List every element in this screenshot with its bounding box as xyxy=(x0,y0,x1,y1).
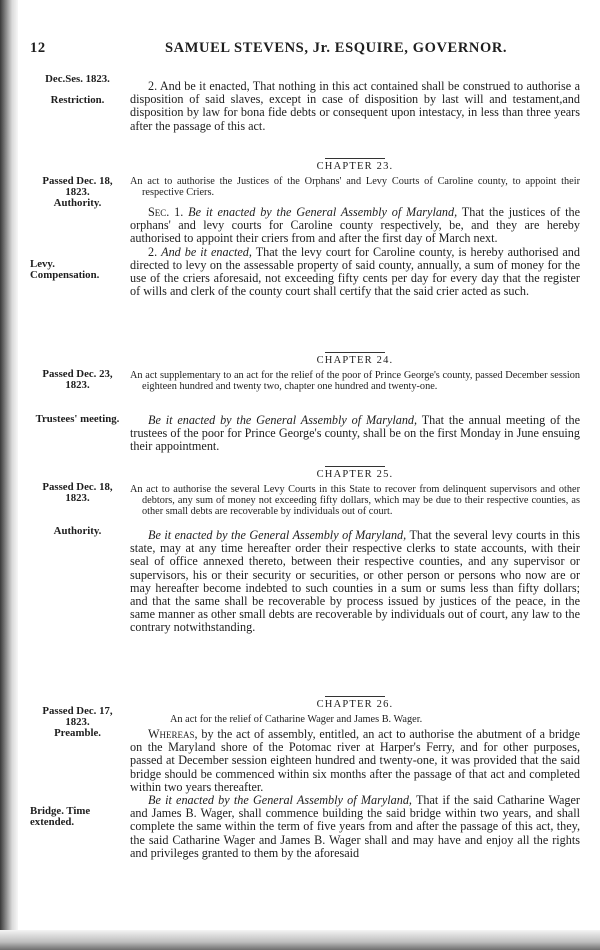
running-title: SAMUEL STEVENS, Jr. ESQUIRE, GOVERNOR. xyxy=(165,40,508,56)
chapter-23-heading xyxy=(130,158,580,172)
ch23-levy: Levy. Compensation. xyxy=(30,258,100,281)
ch23-sec2-enact: And be it enacted, xyxy=(161,244,252,259)
ch26-summary-block xyxy=(130,714,580,725)
ch24-body xyxy=(130,414,580,454)
ch24-passed: Passed Dec. 23, 1823. xyxy=(42,368,113,391)
ch26-enact: Be it enacted by the General Assembly of Maryland, xyxy=(148,793,412,808)
ch23-sec2-label: 2. xyxy=(148,244,158,259)
chapter-rule xyxy=(325,158,385,159)
scan-edge-left xyxy=(0,0,18,950)
chapter-23-title: CHAPTER 23. xyxy=(316,161,394,172)
ch24-para xyxy=(130,414,580,454)
chapter-rule xyxy=(325,466,385,467)
ch25-summary-block xyxy=(130,484,580,517)
margin-restriction: Restriction. xyxy=(50,94,105,106)
ch23-sec1-text: That the justices of the orphans' and levy courts for Caroline county respectively, be, and they are hereby authorised to appoint their criers from and after the first day of March next. xyxy=(130,205,580,246)
section-2-text: 2. And be it enacted, That nothing in this act contained shall be construed to authorise a disposition of said slaves, except in case of disposition by last will and testament,and disposition by law for bona fide debts or consequent upon intestacy, in less than three years after the passage of this act. xyxy=(130,79,580,133)
ch26-preamble: Preamble. xyxy=(54,727,101,739)
ch24-enact: Be it enacted by the General Assembly of Maryland, xyxy=(148,413,418,427)
ch24-text: That the annual meeting of the trustees of the poor for Prince George's county, shall be on the first Monday in June ensuing their appointment. xyxy=(130,413,580,454)
document-page xyxy=(30,34,585,924)
ch23-authority: Authority. xyxy=(53,197,102,209)
ch26-summary: An act for the relief of Catharine Wager and James B. Wager. xyxy=(170,714,423,725)
ch25-summary: An act to authorise the several Levy Courts in this State to recover from delinquent supervisors and other debtors, any sum of money not exceeding fifty dollars, which may be due to their respective counties, as other small debts are recoverable by individuals out of court. xyxy=(130,484,580,517)
margin-notes-ch25 xyxy=(30,482,125,504)
ch23-sec2-text: That the levy court for Caroline county, is hereby authorised and directed to levy on the assessable property of said county, annually, a sum of money for the use of the criers aforesaid, not exceeding fifty cents per day for every day that the register of wills and clerk of the county court shall certify that the said crier acted as such. xyxy=(130,244,580,299)
chapter-24-title: CHAPTER 24. xyxy=(316,355,394,366)
ch23-sec1 xyxy=(130,206,580,246)
ch23-summary: An act to authorise the Justices of the Orphans' and Levy Courts of Caroline county, to appoint their respective Criers. xyxy=(130,176,580,198)
ch26-whereas: Whereas, xyxy=(148,727,198,741)
ch25-enact: Be it enacted by the General Assembly of Maryland, xyxy=(148,528,407,542)
margin-notes-ch26 xyxy=(30,706,125,739)
ch25-passed: Passed Dec. 18, 1823. xyxy=(42,481,113,504)
chapter-24-heading xyxy=(130,352,580,366)
ch26-enactment xyxy=(130,794,580,860)
ch26-passed: Passed Dec. 17, 1823. xyxy=(42,705,113,728)
ch24-trustees: Trustees' meeting. xyxy=(35,413,120,425)
chapter-rule xyxy=(325,352,385,353)
scan-edge-bottom xyxy=(0,930,600,950)
ch23-passed: Passed Dec. 18, 1823. xyxy=(42,175,113,198)
margin-notes-ch23 xyxy=(30,176,125,209)
ch26-body xyxy=(130,728,580,860)
section-2-restriction xyxy=(130,80,580,133)
margin-note-ch25-authority xyxy=(30,526,125,537)
chapter-rule xyxy=(325,696,385,697)
ch23-sec2 xyxy=(130,246,580,299)
ch24-summary: An act supplementary to an act for the relief of the poor of Prince George's county, passed December session eighteen hundred and twenty two, chapter one hundred and twenty-one. xyxy=(130,370,580,392)
margin-note-trustees xyxy=(30,414,125,425)
ch26-text: That if the said Catharine Wager and James B. Wager, shall commence building the said bridge within two years, and shall complete the same within the term of five years from and after the passage of this act, they, the said Catharine Wager and James B. Wager shall and may have and enjoy all the rights and privileges granted to them by the aforesaid xyxy=(130,793,580,860)
ch24-summary-block xyxy=(130,370,580,392)
margin-notes-ch24 xyxy=(30,369,125,391)
ch23-sec1-enact: Be it enacted by the General Assembly of Maryland, xyxy=(188,205,458,219)
chapter-25-heading xyxy=(130,466,580,480)
margin-note-bridge xyxy=(30,806,100,828)
page-header xyxy=(30,40,585,64)
ch26-whereas-text: by the act of assembly, entitled, an act to authorise the abutment of a bridge on the Maryland shore of the Potomac river at Harper's Ferry, and for other purposes, passed at December session eighteen hundred and twenty-one, it was provided that the said bridge should be commenced within six months after the passage of that act and completed within two years thereafter. xyxy=(130,727,581,794)
chapter-26-heading xyxy=(130,696,580,710)
margin-note-levy xyxy=(30,258,100,281)
margin-session: Dec.Ses. 1823. xyxy=(45,73,110,85)
ch23-body xyxy=(130,206,580,298)
ch23-sec1-label: Sec. 1. xyxy=(148,205,184,219)
ch25-para xyxy=(130,529,580,635)
ch23-summary-block xyxy=(130,176,580,198)
ch25-text: That the several levy courts in this state, may at any time hereafter order their respective clerks to state accounts, with their seal of office annexed thereto, between their respective counties, and any supervisor or supervisors, his or their security or securities, or other person or persons who now are or may hereafter become indebted to such counties in a sum or sums less than fifty dollars; and that the same shall be recoverable by process issued by justices of the peace, in the same manner as other small debts are recoverable by individuals out of court, any law to the contrary notwithstanding. xyxy=(130,528,581,635)
chapter-26-title: CHAPTER 26. xyxy=(316,699,394,710)
ch26-preamble-text xyxy=(130,728,580,794)
ch25-authority: Authority. xyxy=(53,525,102,537)
chapter-25-title: CHAPTER 25. xyxy=(316,469,394,480)
margin-note-session xyxy=(30,74,125,106)
ch25-body xyxy=(130,529,580,635)
ch26-bridge: Bridge. Time extended. xyxy=(30,805,91,828)
page-number: 12 xyxy=(30,40,46,56)
